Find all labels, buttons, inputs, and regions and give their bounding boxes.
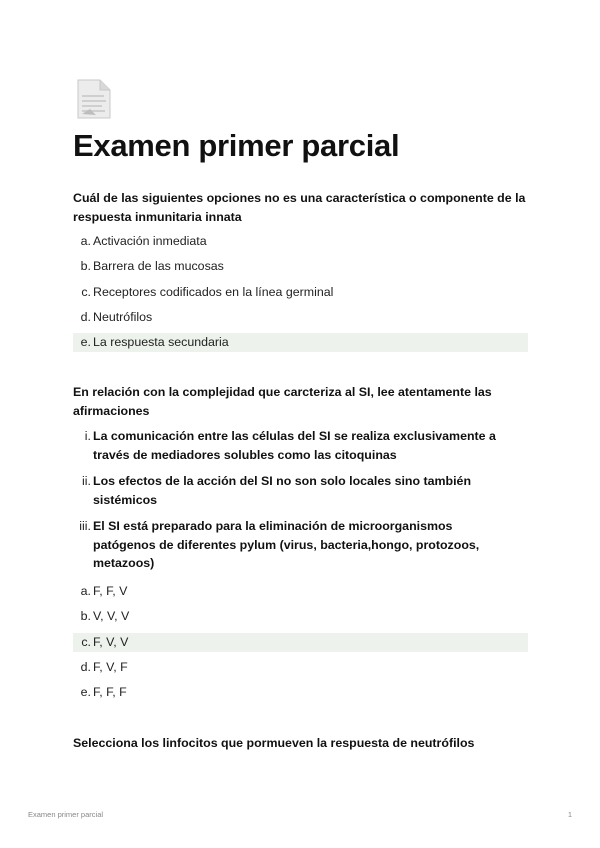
option-marker: a. xyxy=(80,234,91,248)
q1-option-c[interactable] xyxy=(73,283,528,302)
option-text: V, V, V xyxy=(93,609,130,624)
statement-text: El SI está preparado para la eliminación de microorganismos patógenos de diferentes pylum (virus, bacteria,hongo, protozoos, metazoos) xyxy=(93,519,480,570)
page-title: Examen primer parcial xyxy=(73,128,400,163)
q1-option-a[interactable] xyxy=(73,232,528,251)
question-2-statements xyxy=(73,427,528,581)
question-2-text: En relación con la complejidad que carcteriza al SI, lee atentamente las afirmaciones xyxy=(73,385,492,418)
question-1-options xyxy=(73,232,528,358)
option-text: F, V, F xyxy=(93,659,128,674)
statement-marker: i. xyxy=(84,429,91,443)
statement-marker: iii. xyxy=(79,519,91,533)
option-marker: e. xyxy=(80,335,91,350)
statement-text: Los efectos de la acción del SI no son solo locales sino también sistémicos xyxy=(93,474,472,507)
statement-text: La comunicación entre las células del SI se realiza exclusivamente a través de mediadores solubles como las citoquinas xyxy=(93,429,496,462)
q2-option-d[interactable] xyxy=(73,658,528,677)
option-text: F, F, F xyxy=(93,685,127,700)
option-marker: b. xyxy=(80,259,91,274)
statement-marker: ii. xyxy=(82,474,91,488)
q1-option-e[interactable] xyxy=(73,333,528,352)
option-marker: e. xyxy=(80,685,91,700)
document-icon xyxy=(76,79,112,119)
option-text: La respuesta secundaria xyxy=(93,335,229,350)
option-marker: b. xyxy=(80,609,91,624)
option-text: Activación inmediata xyxy=(93,234,207,248)
option-marker: c. xyxy=(81,634,91,649)
question-1-text: Cuál de las siguientes opciones no es una característica o componente de la respuesta inmunitaria innata xyxy=(73,191,526,224)
q2-option-a[interactable] xyxy=(73,582,528,601)
option-text: F, V, V xyxy=(93,634,129,649)
option-text: Neutrófilos xyxy=(93,309,153,324)
option-marker: a. xyxy=(80,584,91,598)
statement-i xyxy=(73,427,528,464)
option-marker: d. xyxy=(80,659,91,674)
q2-option-e[interactable] xyxy=(73,683,528,702)
question-3-text: Selecciona los linfocitos que pormueven la respuesta de neutrófilos xyxy=(73,736,475,750)
q1-option-b[interactable] xyxy=(73,257,528,276)
option-text: Receptores codificados en la línea germinal xyxy=(93,284,334,299)
q2-option-c[interactable] xyxy=(73,633,528,652)
option-marker: c. xyxy=(81,284,91,299)
statement-iii xyxy=(73,517,528,573)
option-text: Barrera de las mucosas xyxy=(93,259,224,274)
statement-ii xyxy=(73,472,528,509)
footer-title: Examen primer parcial xyxy=(28,810,104,819)
question-2-options xyxy=(73,582,528,708)
option-text: F, F, V xyxy=(93,584,128,598)
q1-option-d[interactable] xyxy=(73,308,528,327)
q2-option-b[interactable] xyxy=(73,607,528,626)
option-marker: d. xyxy=(80,309,91,324)
footer-page-number: 1 xyxy=(567,810,572,819)
